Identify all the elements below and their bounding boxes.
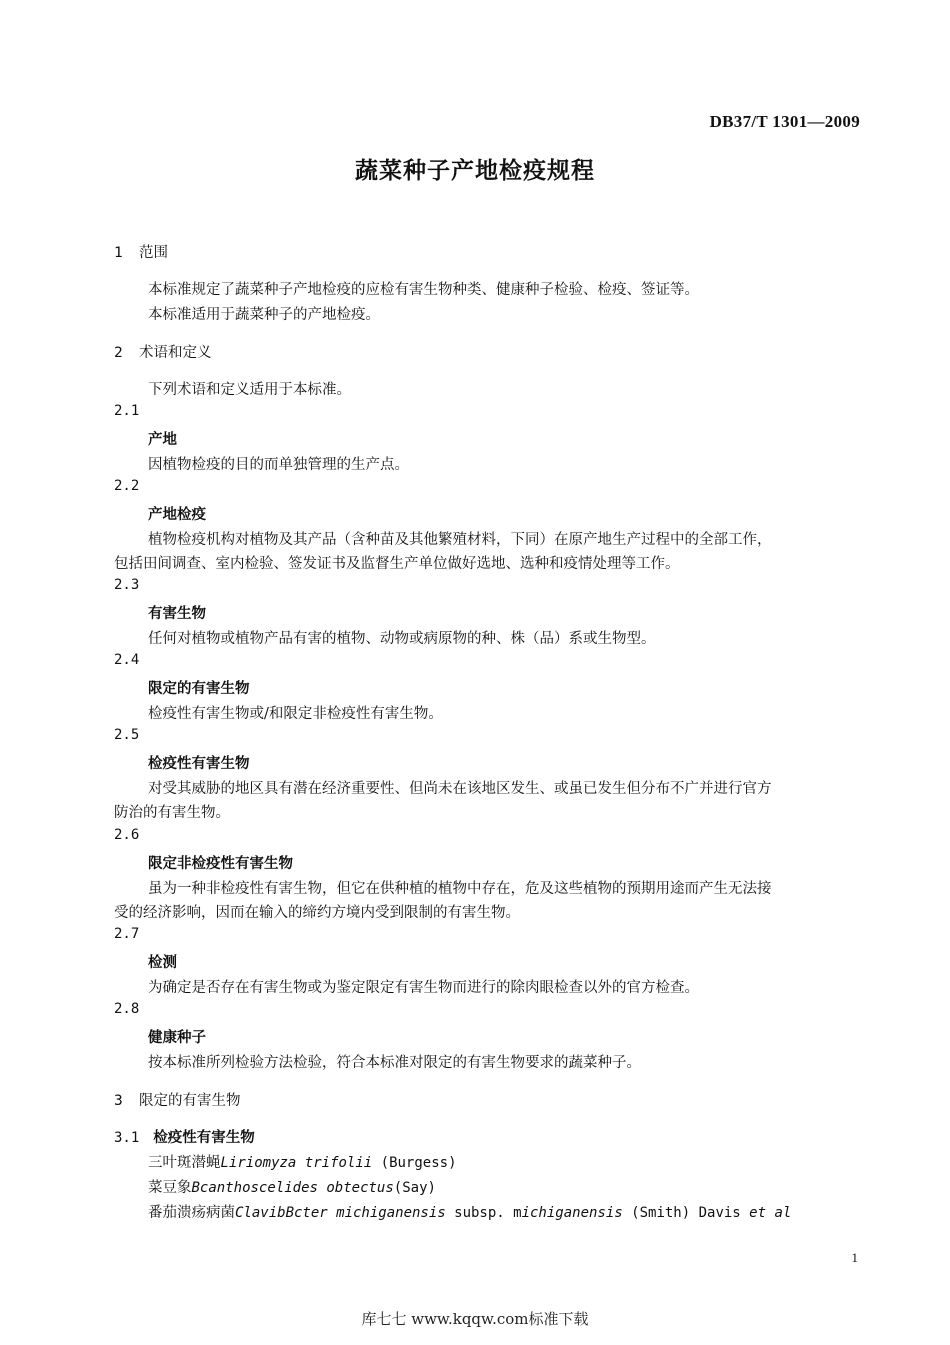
section-2-intro: 下列术语和定义适用于本标准。 xyxy=(148,382,351,398)
section-1-heading: 1 范围 xyxy=(114,245,168,261)
term-2-3: 有害生物 xyxy=(148,606,206,622)
definition-2-5-line-1: 对受其威胁的地区具有潜在经济重要性、但尚未在该地区发生、或虽已发生但分布不广并进行官方 xyxy=(148,781,772,797)
organism-item: 三叶斑潜蝇Liriomyza trifolii (Burgess) xyxy=(148,1155,457,1171)
section-1-para-2: 本标准适用于蔬菜种子的产地检疫。 xyxy=(148,307,380,323)
definition-2-8: 按本标准所列检验方法检验，符合本标准对限定的有害生物要求的蔬菜种子。 xyxy=(148,1055,641,1071)
term-2-6: 限定非检疫性有害生物 xyxy=(148,856,293,872)
clause-2-2-number: 2.2 xyxy=(114,478,140,494)
definition-2-2-line-2: 包括田间调查、室内检验、签发证书及监督生产单位做好选地、选种和疫情处理等工作。 xyxy=(114,556,680,572)
organism-item: 番茄溃疡病菌ClavibBcter michiganensis subsp. michiganensis (Smith) Davis et al xyxy=(148,1205,792,1221)
footer-watermark: 库七七 www.kqqw.com标准下载 xyxy=(361,1310,589,1328)
definition-2-7: 为确定是否存在有害生物或为鉴定限定有害生物而进行的除肉眼检查以外的官方检查。 xyxy=(148,980,699,996)
term-2-7: 检测 xyxy=(148,955,177,971)
page-number: 1 xyxy=(851,1250,858,1265)
clause-2-8-number: 2.8 xyxy=(114,1001,140,1017)
section-3-heading: 3 限定的有害生物 xyxy=(114,1093,241,1109)
section-2-heading: 2 术语和定义 xyxy=(114,345,212,361)
clause-2-5-number: 2.5 xyxy=(114,727,140,743)
section-1-para-1: 本标准规定了蔬菜种子产地检疫的应检有害生物种类、健康种子检验、检疫、签证等。 xyxy=(148,282,699,298)
clause-2-7-number: 2.7 xyxy=(114,926,140,942)
page-title: 蔬菜种子产地检疫规程 xyxy=(355,158,595,184)
term-2-2: 产地检疫 xyxy=(148,507,206,523)
clause-2-6-number: 2.6 xyxy=(114,827,140,843)
clause-3-1-heading: 3.1 检疫性有害生物 xyxy=(114,1130,255,1146)
definition-2-2-line-1: 植物检疫机构对植物及其产品（含种苗及其他繁殖材料，下同）在原产地生产过程中的全部工作， xyxy=(148,532,772,548)
definition-2-6-line-2: 受的经济影响，因而在输入的缔约方境内受到限制的有害生物。 xyxy=(114,905,520,921)
definition-2-1: 因植物检疫的目的而单独管理的生产点。 xyxy=(148,457,409,473)
term-2-1: 产地 xyxy=(148,432,177,448)
standard-code: DB37/T 1301—2009 xyxy=(709,112,860,131)
term-2-5: 检疫性有害生物 xyxy=(148,756,250,772)
definition-2-4: 检疫性有害生物或/和限定非检疫性有害生物。 xyxy=(148,706,443,722)
term-2-4: 限定的有害生物 xyxy=(148,681,250,697)
definition-2-5-line-2: 防治的有害生物。 xyxy=(114,805,230,821)
organism-item: 菜豆象Bcanthoscelides obtectus(Say) xyxy=(148,1180,436,1196)
definition-2-3: 任何对植物或植物产品有害的植物、动物或病原物的种、株（品）系或生物型。 xyxy=(148,631,656,647)
clause-2-3-number: 2.3 xyxy=(114,577,140,593)
term-2-8: 健康种子 xyxy=(148,1030,206,1046)
clause-2-1-number: 2.1 xyxy=(114,403,140,419)
definition-2-6-line-1: 虽为一种非检疫性有害生物，但它在供种植的植物中存在，危及这些植物的预期用途而产生无法接 xyxy=(148,881,772,897)
clause-2-4-number: 2.4 xyxy=(114,652,140,668)
